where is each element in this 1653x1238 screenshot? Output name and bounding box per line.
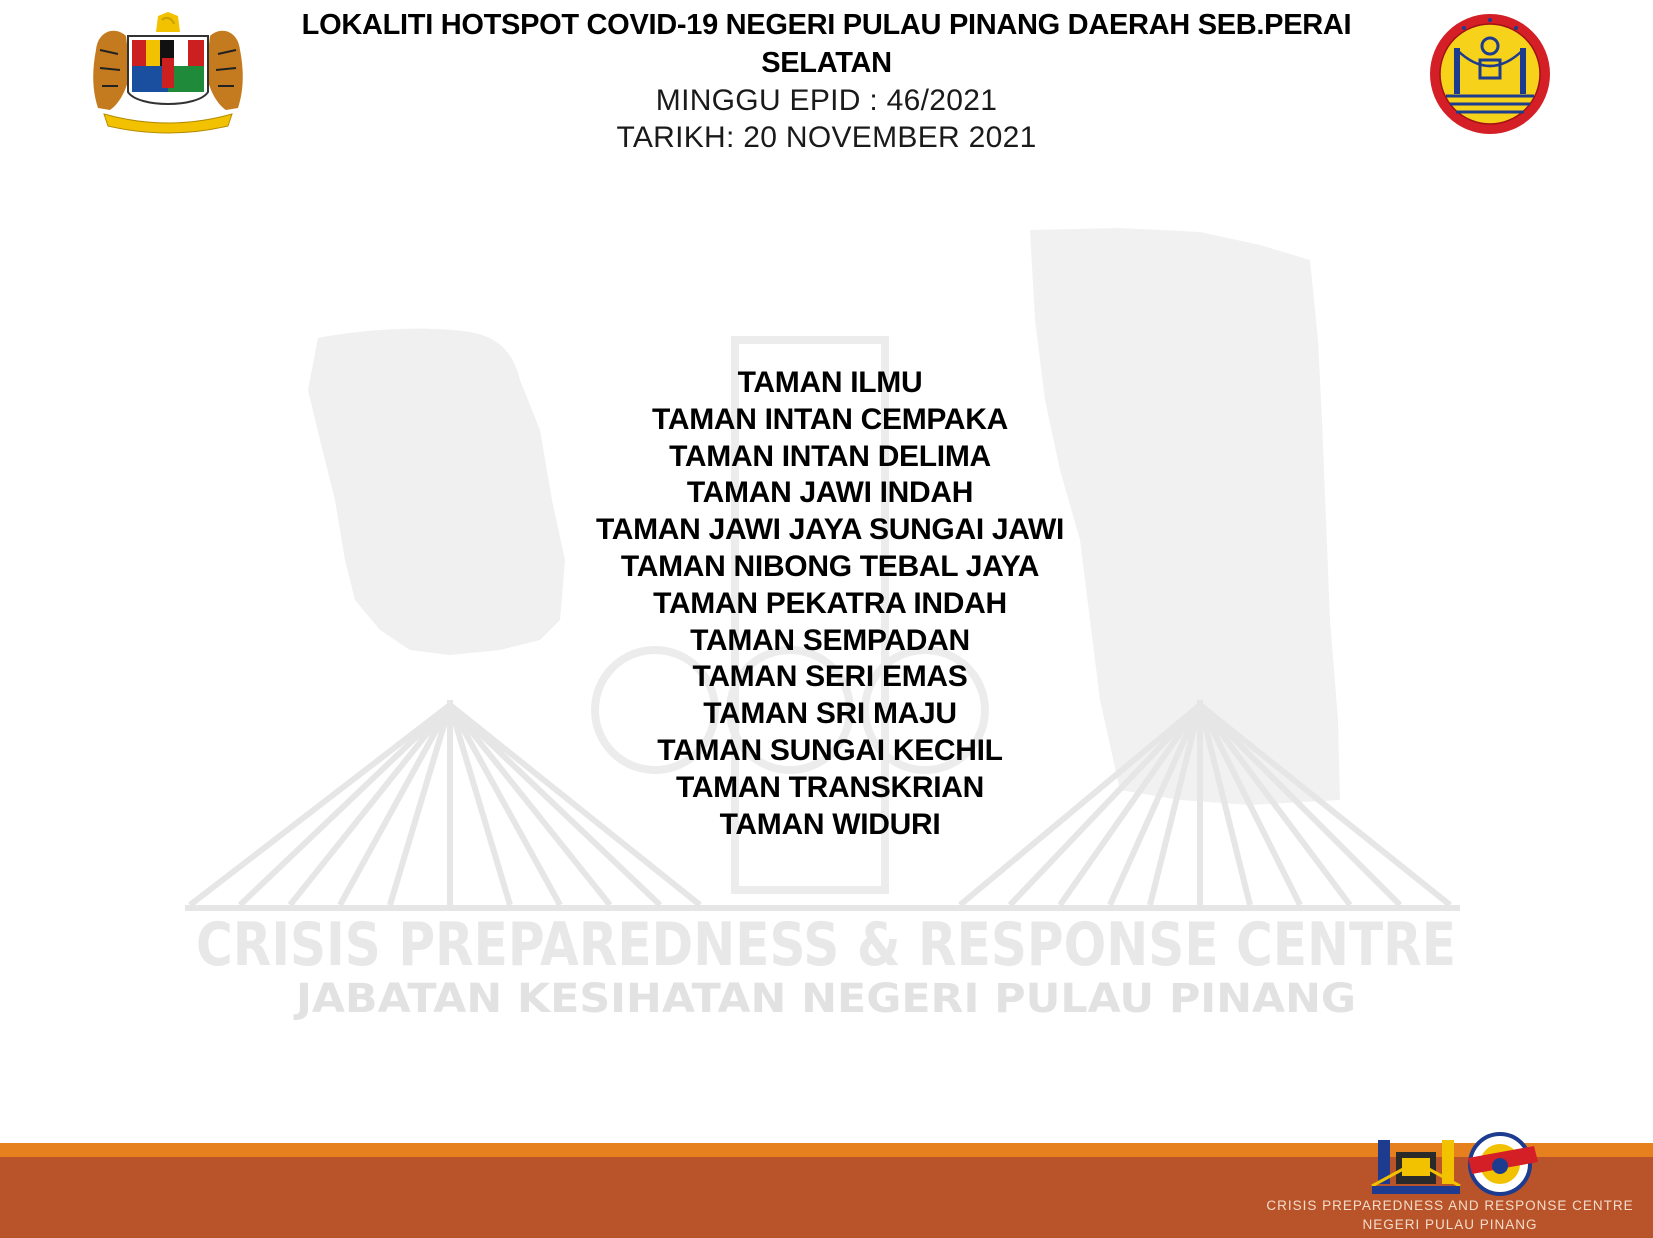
list-item: TAMAN WIDURI — [719, 807, 941, 841]
page-header — [0, 6, 1653, 156]
list-item: TAMAN TRANSKRIAN — [676, 770, 984, 804]
list-item: TAMAN JAWI JAYA SUNGAI JAWI — [595, 513, 1065, 547]
list-item: TAMAN INTAN DELIMA — [669, 439, 991, 473]
footer-line-2: NEGERI PULAU PINANG — [1362, 1217, 1538, 1232]
list-item: TAMAN SERI EMAS — [692, 660, 968, 694]
report-date: TARIKH: 20 NOVEMBER 2021 — [616, 121, 1037, 154]
list-item: TAMAN SUNGAI KECHIL — [657, 733, 1003, 767]
list-item: TAMAN INTAN CEMPAKA — [652, 402, 1008, 436]
footer-line-1: CRISIS PREPAREDNESS AND RESPONSE CENTRE — [1266, 1198, 1634, 1213]
epid-week: MINGGU EPID : 46/2021 — [655, 84, 998, 117]
list-item: TAMAN SEMPADAN — [690, 623, 970, 657]
locality-list — [0, 365, 1653, 843]
list-item: TAMAN NIBONG TEBAL JAYA — [620, 549, 1040, 583]
list-item: TAMAN PEKATRA INDAH — [653, 586, 1007, 620]
page-title: LOKALITI HOTSPOT COVID-19 NEGERI PULAU PINANG DAERAH SEB.PERAI SELATAN — [301, 9, 1352, 79]
list-item: TAMAN JAWI INDAH — [686, 476, 974, 510]
list-item: TAMAN SRI MAJU — [703, 697, 957, 731]
cprc-logo — [1368, 1134, 1464, 1198]
covid-campaign-logo — [1462, 1128, 1540, 1198]
watermark-line-1: CRISIS PREPAREDNESS & RESPONSE CENTRE — [196, 910, 1456, 980]
watermark-line-2: JABATAN KESIHATAN NEGERI PULAU PINANG — [292, 976, 1356, 1022]
list-item: TAMAN ILMU — [737, 366, 923, 399]
penang-state-logo — [1428, 12, 1552, 136]
footer-organisation — [1240, 1196, 1653, 1234]
